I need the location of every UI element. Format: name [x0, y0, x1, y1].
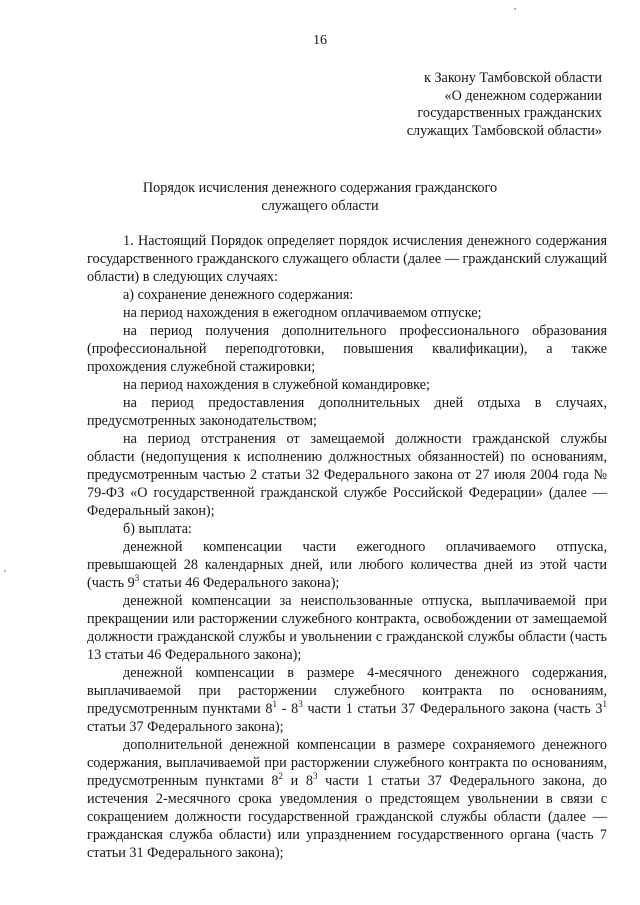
text-run: статьи 46 Федерального закона); [139, 575, 340, 591]
attachment-line: служащих Тамбовской области» [406, 122, 602, 139]
attachment-line: к Закону Тамбовской области [424, 70, 602, 86]
scan-speck [4, 570, 6, 572]
superscript: 1 [272, 699, 277, 709]
document-body [87, 232, 607, 862]
paragraph: на период получения дополнительного профессионального образования (профессиональной переподготовки, повышения квалификации), а также прохождения служебной стажировки; [87, 323, 607, 375]
attachment-line: государственных гражданских [417, 105, 602, 121]
text-run: денежной компенсации части ежегодного оплачиваемого отпуска, превышающей 28 календарных дней, или любого количества дней из этой части (часть 9 [87, 539, 607, 591]
superscript: 1 [602, 699, 608, 709]
title-line: Порядок исчисления денежного содержания гражданского [142, 180, 498, 196]
superscript: 3 [313, 771, 318, 781]
text-run: - 8 [277, 701, 299, 717]
paragraph: на период отстранения от замещаемой должности гражданской службы области (недопущения к исполнению должностных обязанностей) по основаниям, предусмотренным частью 2 статьи 32 Федерального закона от 27 июля 2004 года № 79-ФЗ «О государственной гражданской службе Российской Федерации» (далее — Федеральный закон); [87, 431, 607, 519]
text-run: и 8 [282, 773, 313, 789]
attachment-reference [407, 70, 602, 140]
document-title [0, 180, 640, 215]
scan-speck [514, 8, 516, 10]
paragraph: на период нахождения в ежегодном оплачиваемом отпуске; [123, 305, 482, 321]
paragraph-item-b: б) выплата: [123, 521, 192, 537]
text-run: части 1 статьи 37 Федерального закона, до истечения 2-месячного срока уведомления о предстоящем увольнении в связи с сокращением должности государственной гражданской службы области (далее — гражданская служба области) или упразднением государственного органа (часть 7 статьи 31 Федерального закона); [87, 773, 608, 861]
text-run: части 1 статьи 37 Федерального закона (часть 3 [302, 701, 603, 717]
paragraph: на период нахождения в служебной командировке; [123, 377, 430, 393]
attachment-line: «О денежном содержании [444, 87, 602, 104]
paragraph: денежной компенсации за неиспользованные отпуска, выплачиваемой при прекращении или расторжении служебного контракта, освобождении от замещаемой должности гражданской службы и увольнении с гражданской службы области (часть 13 статьи 46 Федерального закона); [87, 593, 607, 663]
superscript: 2 [278, 771, 283, 781]
paragraph-1: 1. Настоящий Порядок определяет порядок исчисления денежного содержания государственного гражданского служащего области (далее — гражданский служащий области) в следующих случаях: [87, 233, 607, 285]
paragraph [87, 538, 607, 592]
text-run: статьи 37 Федерального закона); [87, 719, 284, 735]
title-line: служащего области [261, 197, 379, 214]
text-run: денежной компенсации в размере 4-месячного денежного содержания, выплачиваемой при расторжении служебного контракта по основаниям, предусмотренным пунктами 8 [87, 665, 607, 717]
page-number: 16 [313, 33, 327, 48]
paragraph [87, 736, 607, 862]
text-run: дополнительной денежной компенсации в размере сохраняемого денежного содержания, выплачиваемой при расторжении служебного контракта по основаниям, предусмотренным пунктами 8 [87, 737, 607, 789]
superscript: 3 [134, 573, 140, 583]
paragraph: на период предоставления дополнительных дней отдыха в случаях, предусмотренных законодательством; [87, 395, 607, 429]
paragraph-item-a: а) сохранение денежного содержания: [123, 287, 354, 303]
superscript: 3 [298, 699, 303, 709]
paragraph [87, 664, 607, 736]
